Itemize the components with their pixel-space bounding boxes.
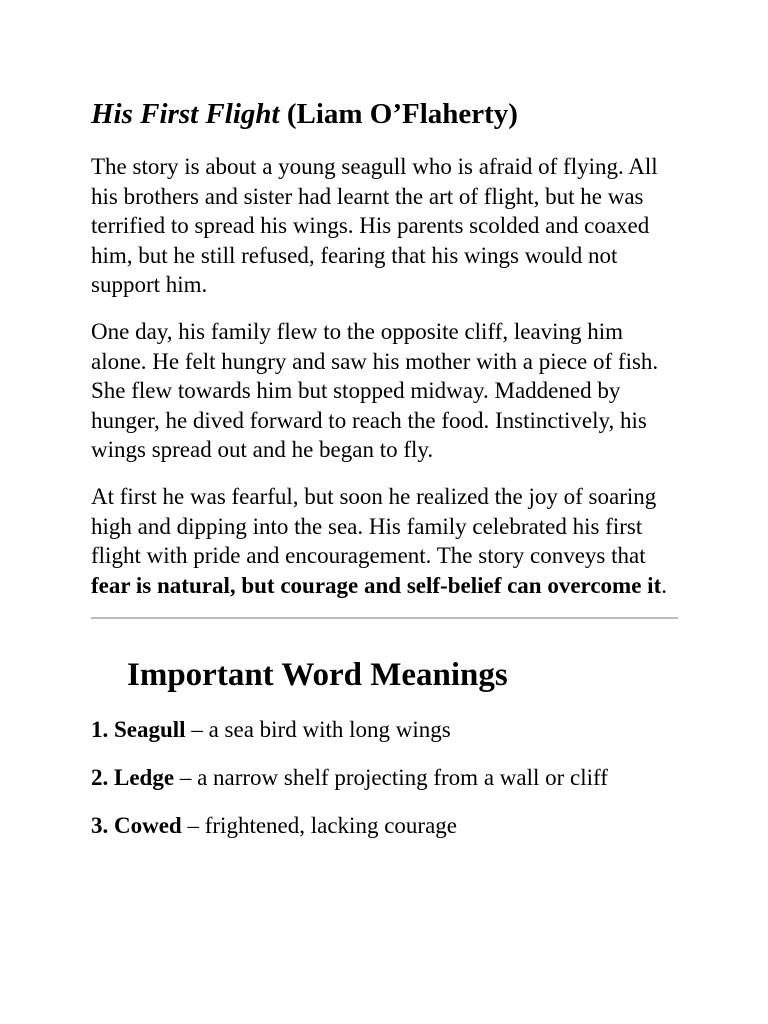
section-divider [91,617,678,619]
paragraph-3-text: At first he was fearful, but soon he realized the joy of soaring high and dipping into the sea. His family celebrated his first flight with pride and encouragement. The story conveys that [91,483,657,569]
summary-paragraph-2: One day, his family flew to the opposite cliff, leaving him alone. He felt hungry and saw his mother with a piece of fish. She flew towards him but stopped midway. Maddened by hunger, he dived forward to reach the food. Instinctively, his wings spread out and he began to fly. [91,318,659,463]
meaning-definition: – frightened, lacking courage [181,813,457,839]
meaning-term: 1. Seagull [91,717,186,743]
list-item [91,811,678,841]
word-meanings-list [91,715,678,841]
meaning-definition: – a narrow shelf projecting from a wall or cliff [174,765,608,791]
word-meanings-heading: Important Word Meanings [127,657,508,694]
meaning-definition: – a sea bird with long wings [185,717,451,743]
paragraph-3-emphasis: fear is natural, but courage and self-belief can overcome it [91,572,662,598]
meaning-term: 3. Cowed [91,813,182,839]
summary-paragraph-3 [91,482,678,600]
meaning-term: 2. Ledge [91,765,175,791]
list-item [91,715,678,745]
list-item [91,763,678,793]
paragraph-3-end: . [661,572,667,598]
title-author: (Liam O’Flaherty) [286,98,518,130]
page-title [91,96,678,132]
summary-paragraph-1: The story is about a young seagull who is afraid of flying. All his brothers and sister had learnt the art of flight, but he was terrified to spread his wings. His parents scolded and coaxed him, but he still refused, fearing that his wings would not support him. [91,154,658,298]
title-work: His First Flight [91,98,280,130]
